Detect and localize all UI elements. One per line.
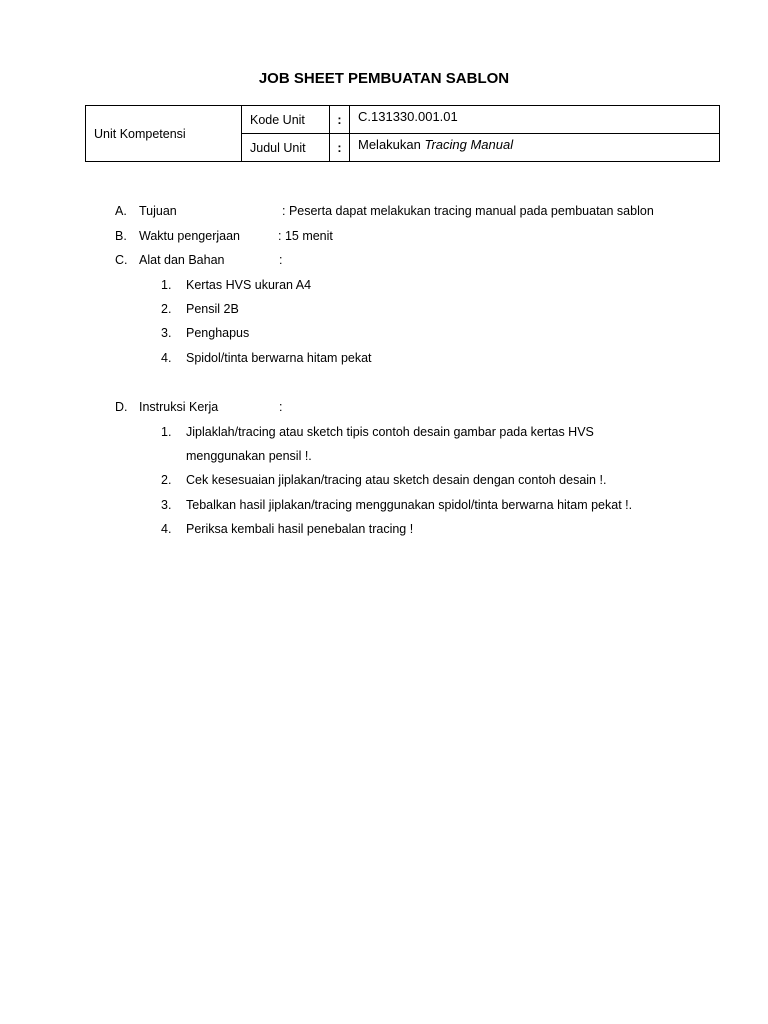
section-label: Waktu pengerjaan xyxy=(139,229,240,243)
judul-unit-value xyxy=(350,134,720,162)
kode-unit-colon: : xyxy=(330,106,350,134)
page-title: JOB SHEET PEMBUATAN SABLON xyxy=(258,70,510,87)
list-number: 2. xyxy=(161,473,172,487)
list-item xyxy=(0,519,768,539)
kode-unit-value-text: C.131330.001.01 xyxy=(358,109,458,124)
list-number: 3. xyxy=(161,326,172,340)
section-text: : Peserta dapat melakukan tracing manual pada pembuatan sablon xyxy=(282,204,654,218)
section-label: Instruksi Kerja xyxy=(139,400,219,414)
list-item xyxy=(0,299,768,319)
list-text: Penghapus xyxy=(186,326,250,340)
section-label: Tujuan xyxy=(139,204,177,218)
section-waktu xyxy=(0,226,768,246)
list-item xyxy=(0,495,768,515)
list-item xyxy=(0,348,768,368)
list-item xyxy=(0,323,768,343)
judul-unit-colon: : xyxy=(330,134,350,162)
list-text: Jiplaklah/tracing atau sketch tipis contoh desain gambar pada kertas HVS xyxy=(186,425,594,439)
list-number: 4. xyxy=(161,351,172,365)
judul-unit-value-italic: Tracing Manual xyxy=(424,137,514,152)
list-item-continuation xyxy=(0,446,768,466)
list-number: 1. xyxy=(161,425,172,439)
section-letter: A. xyxy=(115,204,127,218)
list-text: Tebalkan hasil jiplakan/tracing menggunakan spidol/tinta berwarna hitam pekat !. xyxy=(186,498,633,512)
list-text: Pensil 2B xyxy=(186,302,239,316)
list-text: Cek kesesuaian jiplakan/tracing atau sketch desain dengan contoh desain !. xyxy=(186,473,607,487)
kode-unit-label: Kode Unit xyxy=(242,106,330,134)
list-text: Kertas HVS ukuran A4 xyxy=(186,278,312,292)
list-item xyxy=(0,422,768,442)
list-number: 1. xyxy=(161,278,172,292)
list-number: 3. xyxy=(161,498,172,512)
unit-row-kode xyxy=(86,106,720,134)
unit-table xyxy=(85,105,720,162)
judul-unit-label: Judul Unit xyxy=(242,134,330,162)
section-letter: D. xyxy=(115,400,128,414)
section-text: : xyxy=(279,253,283,267)
section-label: Alat dan Bahan xyxy=(139,253,225,267)
unit-kompetensi-label: Unit Kompetensi xyxy=(86,106,242,162)
list-item xyxy=(0,470,768,490)
list-text: Spidol/tinta berwarna hitam pekat xyxy=(186,351,372,365)
kode-unit-value xyxy=(350,106,720,134)
section-letter: C. xyxy=(115,253,128,267)
list-text: menggunakan pensil !. xyxy=(186,449,312,463)
section-tujuan xyxy=(0,201,768,221)
section-text: : xyxy=(279,400,283,414)
list-number: 2. xyxy=(161,302,172,316)
list-text: Periksa kembali hasil penebalan tracing ! xyxy=(186,522,414,536)
section-instruksi xyxy=(0,397,768,417)
section-alat-bahan xyxy=(0,250,768,270)
judul-unit-value-text: Melakukan xyxy=(358,137,425,152)
section-text: : 15 menit xyxy=(278,229,333,243)
section-letter: B. xyxy=(115,229,127,243)
list-number: 4. xyxy=(161,522,172,536)
list-item xyxy=(0,275,768,295)
